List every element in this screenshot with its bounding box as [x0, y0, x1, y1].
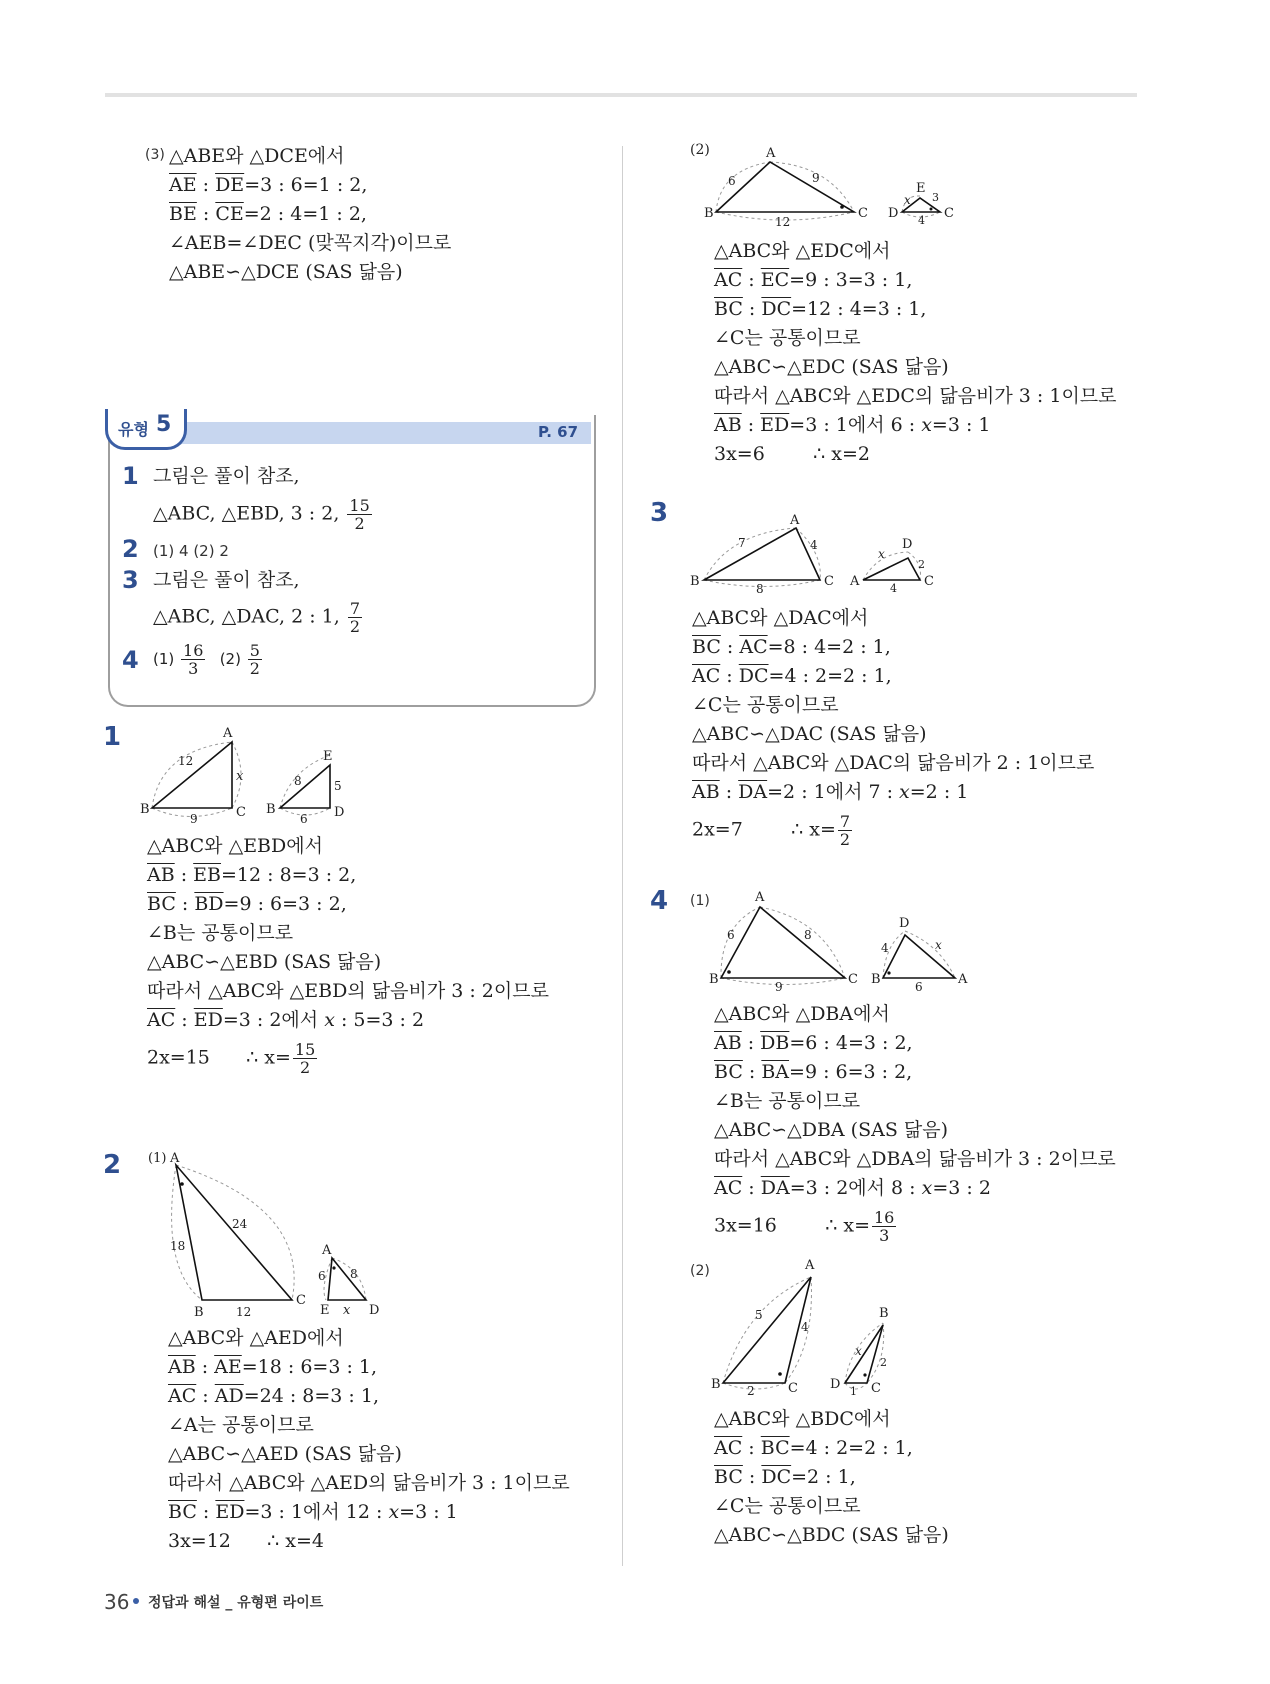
p42-line-3: $\overline{BC}$ : $\overline{DC}=2$ : 1,	[714, 1466, 856, 1488]
svg-text:2: 2	[918, 558, 925, 571]
svg-text:8: 8	[756, 582, 764, 596]
svg-text:(1): (1)	[148, 1151, 167, 1166]
p4-line-6: 따라서 △ABC와 △DBA의 닮음비가 3 : 2이므로	[714, 1148, 1116, 1170]
p4-line-1: △ABC와 △DBA에서	[714, 1003, 890, 1025]
svg-text:1: 1	[850, 1385, 857, 1398]
problem-2-1-solution	[168, 1324, 570, 1556]
fraction	[181, 642, 205, 677]
svg-text:5: 5	[334, 779, 342, 793]
problem-3-figure	[688, 508, 948, 598]
box-item-4-part2: (2)	[219, 650, 241, 668]
svg-text:x: x	[343, 1303, 351, 1318]
p22-line-4: ∠C는 공통이므로	[714, 327, 861, 349]
p4-line-7: $\overline{AC}$ : $\overline{DA}=3$ : 2에서 8 : x=3 : 2	[714, 1177, 991, 1199]
svg-text:B: B	[140, 802, 150, 817]
p3-final	[692, 813, 1094, 848]
p2-final	[168, 1527, 570, 1556]
box-item-3-text: 그림은 풀이 참조,	[153, 569, 300, 591]
fraction	[248, 642, 262, 677]
svg-text:18: 18	[170, 1239, 186, 1253]
svg-text:12: 12	[178, 754, 194, 768]
svg-text:2: 2	[747, 1384, 755, 1398]
problem-4-1-tag: (1)	[690, 893, 710, 909]
svg-text:A: A	[790, 513, 800, 528]
q3-line-2: $\overline{AE}$ : $\overline{DE}=3$ : 6=1 : 2,	[169, 174, 368, 196]
p22-line-1: △ABC와 △EDC에서	[714, 240, 891, 262]
q3-line-3: $\overline{BE}$ : $\overline{CE}=2$ : 4=1 : 2,	[169, 203, 367, 225]
svg-text:7: 7	[738, 536, 746, 550]
p4-final-eq: 3x=16	[714, 1214, 777, 1237]
fraction	[872, 1209, 896, 1244]
p2-final-eq: 3x=12	[168, 1530, 231, 1552]
svg-text:B: B	[879, 1306, 889, 1321]
p3-line-1: △ABC와 △DAC에서	[692, 607, 869, 629]
p42-line-5: △ABC∽△BDC (SAS 닮음)	[714, 1524, 949, 1546]
svg-text:E: E	[323, 749, 333, 764]
problem-2-2-figure	[690, 140, 970, 230]
type-tab	[105, 409, 187, 450]
p4-line-2: $\overline{AB}$ : $\overline{DB}=6$ : 4=3 : 2,	[714, 1032, 913, 1054]
svg-text:9: 9	[812, 171, 820, 185]
svg-text:9: 9	[190, 812, 198, 825]
problem-3-number: 3	[650, 498, 669, 528]
svg-text:3: 3	[932, 191, 939, 204]
type-tab-number: 5	[156, 412, 172, 437]
svg-text:x: x	[236, 769, 244, 784]
numerator: 7	[839, 812, 851, 831]
box-item-3-answer-text: △ABC, △DAC, 2 : 1,	[153, 605, 340, 628]
p1-final	[147, 1041, 549, 1076]
p2-line-3: $\overline{AC}$ : $\overline{AD}=24$ : 8=3 : 1,	[168, 1385, 380, 1407]
problem-2-number: 2	[103, 1150, 122, 1180]
p22-line-6: 따라서 △ABC와 △EDC의 닮음비가 3 : 1이므로	[714, 385, 1117, 407]
svg-text:8: 8	[804, 928, 812, 942]
p1-line-2: $\overline{AB}$ : $\overline{EB}=12$ : 8=3 : 2,	[147, 864, 357, 886]
fraction	[348, 600, 362, 635]
p42-line-1: △ABC와 △BDC에서	[714, 1408, 891, 1430]
box-item-4-part1: (1)	[153, 650, 175, 668]
box-item-3-number: 3	[122, 566, 139, 594]
svg-text:6: 6	[728, 174, 736, 188]
p1-line-1: △ABC와 △EBD에서	[147, 835, 323, 857]
numerator: 7	[349, 599, 361, 618]
problem-4-2-figure	[705, 1255, 935, 1400]
p42-line-4: ∠C는 공통이므로	[714, 1495, 861, 1517]
q3-line-1: △ABE와 △DCE에서	[169, 145, 345, 167]
footer-title: 정답과 해설 _ 유형편 라이트	[148, 1595, 324, 1611]
p3-line-5: △ABC∽△DAC (SAS 닮음)	[692, 723, 927, 745]
svg-text:6: 6	[727, 928, 735, 942]
p2-line-5: △ABC∽△AED (SAS 닮음)	[168, 1443, 402, 1465]
svg-text:4: 4	[890, 582, 897, 595]
p22-line-2: $\overline{AC}$ : $\overline{EC}=9$ : 3=3 : 1,	[714, 269, 913, 291]
p3-line-7: $\overline{AB}$ : $\overline{DA}=2$ : 1에서 7 : x=2 : 1	[692, 781, 969, 803]
p22-line-3: $\overline{BC}$ : $\overline{DC}=12$ : 4=3 : 1,	[714, 298, 927, 320]
p4-line-3: $\overline{BC}$ : $\overline{BA}=9$ : 6=3 : 2,	[714, 1061, 913, 1083]
q3-line-5: △ABE∽△DCE (SAS 닮음)	[169, 261, 403, 283]
p4-final	[714, 1209, 1116, 1244]
denominator: 2	[349, 617, 361, 636]
numerator: 5	[249, 641, 260, 660]
denominator: 2	[300, 1058, 311, 1077]
p1-line-3: $\overline{BC}$ : $\overline{BD}=9$ : 6=3 : 2,	[147, 893, 347, 915]
p2-line-7: $\overline{BC}$ : $\overline{ED}=3$ : 1에서 12 : x=3 : 1	[168, 1501, 458, 1523]
p3-line-6: 따라서 △ABC와 △DAC의 닮음비가 2 : 1이므로	[692, 752, 1095, 774]
svg-text:D: D	[334, 805, 345, 820]
p2-therefore: ∴ x=4	[267, 1530, 325, 1552]
denominator: 2	[354, 514, 365, 533]
problem-2-2-solution	[714, 237, 1117, 469]
q3-tag: (3)	[145, 147, 165, 163]
svg-text:A: A	[322, 1243, 332, 1258]
p22-therefore: ∴ x=2	[813, 443, 870, 465]
box-item-1-text: 그림은 풀이 참조,	[153, 465, 300, 487]
svg-text:6: 6	[318, 1269, 326, 1283]
svg-text:B: B	[690, 574, 700, 589]
p1-line-6: 따라서 △ABC와 △EBD의 닮음비가 3 : 2이므로	[147, 980, 549, 1002]
p3-final-eq: 2x=7	[692, 818, 743, 841]
p4-line-5: △ABC∽△DBA (SAS 닮음)	[714, 1119, 949, 1141]
svg-text:4: 4	[881, 941, 889, 955]
column-divider	[622, 146, 623, 1566]
top-rule	[105, 93, 1137, 97]
svg-text:9: 9	[775, 980, 783, 994]
box-item-2-number: 2	[122, 535, 139, 563]
svg-text:B: B	[266, 802, 276, 817]
svg-text:6: 6	[300, 812, 308, 825]
fraction	[293, 1041, 317, 1076]
svg-text:8: 8	[350, 1267, 358, 1281]
type-tab-word: 유형	[118, 420, 149, 439]
q3-line-4: ∠AEB=∠DEC (맞꼭지각)이므로	[169, 232, 452, 254]
p2-line-4: ∠A는 공통이므로	[168, 1414, 314, 1436]
svg-text:12: 12	[775, 215, 791, 229]
svg-text:5: 5	[755, 1308, 763, 1322]
p4-line-4: ∠B는 공통이므로	[714, 1090, 861, 1112]
svg-text:A: A	[755, 890, 765, 905]
svg-text:A: A	[958, 972, 968, 987]
svg-text:D: D	[888, 206, 899, 221]
svg-text:x: x	[855, 1344, 862, 1358]
svg-text:D: D	[830, 1377, 841, 1392]
p42-line-2: $\overline{AC}$ : $\overline{BC}=4$ : 2=2 : 1,	[714, 1437, 913, 1459]
problem-4-2-solution	[714, 1405, 949, 1550]
p2-line-2: $\overline{AB}$ : $\overline{AE}=18$ : 6=3 : 1,	[168, 1356, 378, 1378]
denominator: 3	[188, 659, 199, 678]
problem-1-figure	[140, 725, 360, 825]
svg-text:x: x	[904, 193, 911, 207]
svg-text:24: 24	[232, 1217, 248, 1231]
svg-text:A: A	[170, 1151, 180, 1166]
svg-text:A: A	[766, 146, 776, 161]
p2-line-1: △ABC와 △AED에서	[168, 1327, 344, 1349]
p3-line-3: $\overline{AC}$ : $\overline{DC}=4$ : 2=2 : 1,	[692, 665, 892, 687]
numerator: 15	[349, 496, 370, 515]
svg-text:B: B	[194, 1305, 204, 1320]
svg-text:C: C	[858, 206, 868, 221]
svg-text:E: E	[916, 181, 926, 196]
numerator: 16	[183, 641, 204, 660]
svg-text:x: x	[935, 938, 942, 952]
problem-1-number: 1	[103, 722, 122, 752]
svg-text:C: C	[944, 206, 954, 221]
svg-text:D: D	[369, 1303, 380, 1318]
svg-text:D: D	[899, 916, 910, 931]
svg-text:2: 2	[880, 1356, 887, 1369]
p22-final	[714, 440, 1117, 469]
p3-line-2: $\overline{BC}$ : $\overline{AC}=8$ : 4=2 : 1,	[692, 636, 891, 658]
page-number: 36	[104, 1590, 130, 1614]
svg-text:A: A	[850, 574, 860, 589]
footer-dot-icon	[133, 1598, 139, 1604]
box-item-4-number: 4	[122, 646, 139, 674]
box-item-1-answer-text: △ABC, △EBD, 3 : 2,	[153, 502, 340, 525]
problem-4-2-tag: (2)	[690, 1263, 710, 1279]
svg-text:A: A	[805, 1258, 815, 1273]
problem-1-solution	[147, 832, 549, 1076]
p4-therefore: ∴ x=	[825, 1214, 870, 1237]
svg-text:12: 12	[236, 1305, 252, 1319]
p1-therefore: ∴ x=	[246, 1046, 291, 1069]
box-item-4-text	[153, 642, 262, 677]
denominator: 3	[879, 1226, 890, 1245]
svg-text:B: B	[709, 972, 719, 987]
svg-text:8: 8	[294, 774, 302, 788]
box-item-1-number: 1	[122, 462, 139, 490]
box-item-2-text: (1) 4 (2) 2	[153, 542, 229, 560]
svg-text:C: C	[924, 574, 934, 589]
p2-line-6: 따라서 △ABC와 △AED의 닮음비가 3 : 1이므로	[168, 1472, 570, 1494]
svg-text:B: B	[871, 972, 881, 987]
p3-line-4: ∠C는 공통이므로	[692, 694, 839, 716]
fraction	[838, 813, 852, 848]
p1-line-7: $\overline{AC}$ : $\overline{ED}=3$ : 2에서 x : 5=3 : 2	[147, 1009, 425, 1031]
svg-text:C: C	[824, 574, 834, 589]
page-reference: P. 67	[538, 423, 579, 441]
svg-text:A: A	[223, 726, 233, 741]
numerator: 15	[294, 1040, 316, 1059]
svg-text:C: C	[296, 1293, 306, 1308]
svg-text:4: 4	[801, 1320, 809, 1334]
box-item-1-answer	[153, 497, 372, 532]
problem-2-1-figure	[140, 1148, 400, 1323]
svg-text:4: 4	[918, 214, 925, 227]
svg-text:4: 4	[810, 538, 818, 552]
svg-text:x: x	[878, 547, 885, 561]
svg-text:C: C	[236, 805, 246, 820]
svg-text:C: C	[788, 1381, 798, 1396]
p1-line-5: △ABC∽△EBD (SAS 닮음)	[147, 951, 382, 973]
svg-text:B: B	[704, 206, 714, 221]
svg-text:D: D	[902, 537, 913, 552]
svg-text:E: E	[320, 1303, 330, 1318]
svg-text:6: 6	[915, 980, 923, 994]
fraction	[347, 497, 371, 532]
numerator: 16	[874, 1208, 895, 1227]
svg-text:(2): (2)	[690, 142, 710, 158]
svg-text:B: B	[711, 1377, 721, 1392]
problem-4-1-figure	[705, 885, 985, 995]
problem-3-solution	[692, 604, 1094, 848]
p1-final-eq: 2x=15	[147, 1046, 210, 1069]
p22-line-7: $\overline{AB}$ : $\overline{ED}=3$ : 1에서 6 : x=3 : 1	[714, 414, 991, 436]
p3-therefore: ∴ x=	[791, 818, 836, 841]
denominator: 2	[249, 659, 260, 678]
denominator: 2	[839, 830, 851, 849]
svg-text:C: C	[871, 1381, 881, 1396]
p1-line-4: ∠B는 공통이므로	[147, 922, 294, 944]
problem-4-number: 4	[650, 886, 669, 916]
problem-4-1-solution	[714, 1000, 1116, 1244]
svg-text:C: C	[848, 972, 858, 987]
p22-final-eq: 3x=6	[714, 443, 765, 465]
box-item-3-answer	[153, 600, 362, 635]
p22-line-5: △ABC∽△EDC (SAS 닮음)	[714, 356, 949, 378]
